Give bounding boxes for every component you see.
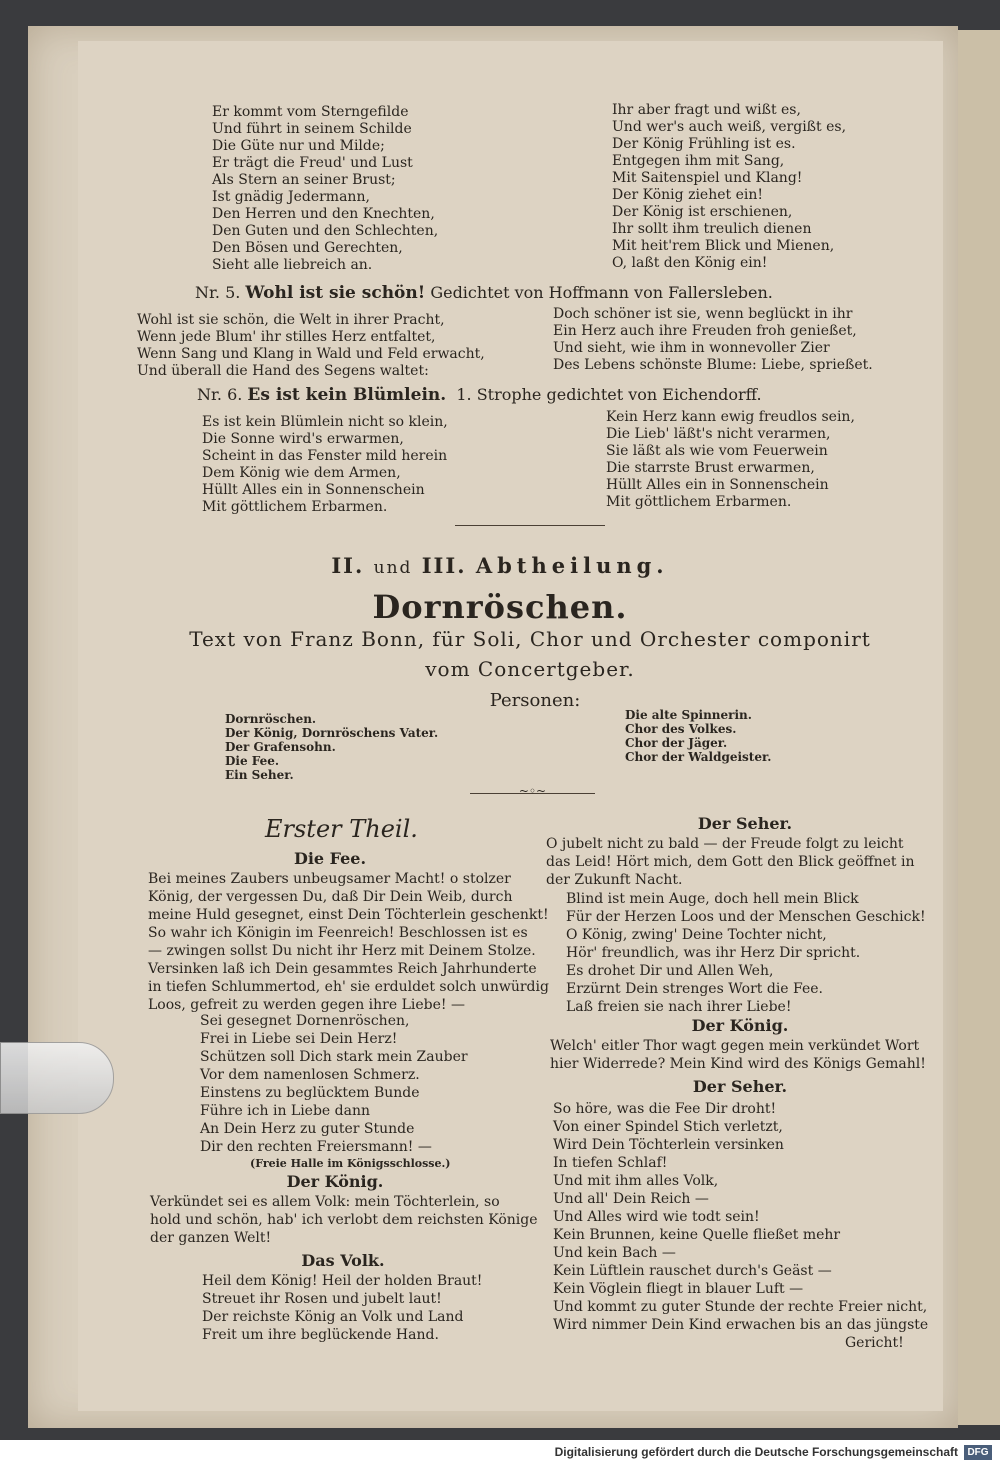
heading-roman-ii: II.	[331, 553, 365, 578]
role-item: Chor der Jäger.	[625, 736, 728, 750]
verse-line: Mit göttlichem Erbarmen.	[606, 494, 792, 510]
verse-line: Dir den rechten Freiersmann! —	[200, 1139, 432, 1155]
prose-line: in tiefen Schlummertod, eh' sie erduldet solch unwürdig	[148, 979, 549, 995]
verse-line: Wenn Sang und Klang in Wald und Feld erwacht,	[137, 346, 485, 362]
verse-line: Und wer's auch weiß, vergißt es,	[612, 119, 847, 135]
koenig-prose-left	[150, 1193, 538, 1247]
verse-line: Ein Herz auch ihre Freuden froh genießet,	[553, 323, 857, 339]
verse-line: Dem König wie dem Armen,	[202, 465, 401, 481]
verse-line: Den Bösen und Gerechten,	[212, 240, 403, 256]
verse-line: Wird nimmer Dein Kind erwachen bis an das jüngste	[553, 1317, 929, 1333]
verse-line: An Dein Herz zu guter Stunde	[200, 1121, 415, 1137]
verse-line: Die Sonne wird's erwarmen,	[202, 431, 404, 447]
verse-line: Hüllt Alles ein in Sonnenschein	[202, 482, 425, 498]
verse-line: Und kommt zu guter Stunde der rechte Freier nicht,	[553, 1299, 928, 1315]
verse-line: Einstens zu beglücktem Bunde	[200, 1085, 420, 1101]
role-item: Chor der Waldgeister.	[625, 750, 772, 764]
verse-line: Blind ist mein Auge, doch hell mein Blick	[566, 891, 859, 907]
prose-line: König, der vergessen Du, daß Dir Dein Weib, durch	[148, 889, 513, 905]
speaker-fee: Die Fee.	[293, 849, 367, 868]
verse-line: Und kein Bach —	[553, 1245, 676, 1261]
prose-line: hier Widerrede? Mein Kind wird des Königs Gemahl!	[550, 1056, 926, 1072]
verse-line: Von einer Spindel Stich verletzt,	[553, 1119, 783, 1135]
prose-line: der ganzen Welt!	[150, 1230, 272, 1246]
ornament-icon: ~◦~	[518, 784, 547, 798]
prose-line: der Zukunft Nacht.	[546, 872, 683, 888]
nr5-number: Nr. 5.	[195, 283, 241, 302]
work-title: Dornröschen.	[372, 588, 628, 626]
verse-line: Und führt in seinem Schilde	[212, 121, 412, 137]
verse-line: Sieht alle liebreich an.	[212, 257, 373, 273]
verse-line: Gericht!	[845, 1335, 904, 1351]
verse-line: Kein Vöglein fliegt in blauer Luft —	[553, 1281, 804, 1297]
heading-und: und	[373, 558, 413, 578]
verse-line: Wird Dein Töchterlein versinken	[553, 1137, 784, 1153]
verse-line: Und mit ihm alles Volk,	[553, 1173, 719, 1189]
verse-line: So höre, was die Fee Dir droht!	[553, 1101, 777, 1117]
verse-line: Mit göttlichem Erbarmen.	[202, 499, 388, 515]
role-item: Der König, Dornröschens Vater.	[225, 726, 439, 740]
verse-line: Vor dem namenlosen Schmerz.	[200, 1067, 420, 1083]
verse-line: Es drohet Dir und Allen Weh,	[566, 963, 774, 979]
verse-line: Heil dem König! Heil der holden Braut!	[202, 1273, 483, 1289]
verse-line: Für der Herzen Loos und der Menschen Geschick!	[566, 909, 926, 925]
prose-line: Welch' eitler Thor wagt gegen mein verkündet Wort	[550, 1038, 920, 1054]
verse-line: Der König Frühling ist es.	[612, 136, 796, 152]
verse-line: Und sieht, wie ihm in wonnevoller Zier	[553, 340, 830, 356]
verse-line: Laß freien sie nach ihrer Liebe!	[566, 999, 792, 1015]
verse-line: Frei in Liebe sei Dein Herz!	[200, 1031, 398, 1047]
verse-line: Ihr sollt ihm treulich dienen	[612, 221, 812, 237]
prose-line: das Leid! Hört mich, dem Gott den Blick geöffnet in	[546, 854, 915, 870]
verse-line: Der reichste König an Volk und Land	[202, 1309, 464, 1325]
verse-line: Den Herren und den Knechten,	[212, 206, 435, 222]
verse-line: Scheint in das Fenster mild herein	[202, 448, 448, 464]
verse-line: Streuet ihr Rosen und jubelt laut!	[202, 1291, 442, 1307]
role-item: Die alte Spinnerin.	[625, 708, 752, 722]
verse-line: Mit heit'rem Blick und Mienen,	[612, 238, 835, 254]
verse-line: Mit Saitenspiel und Klang!	[612, 170, 803, 186]
prose-line: Versinken laß ich Dein gesammtes Reich Jahrhunderte	[148, 961, 537, 977]
verse-line: Er kommt vom Sterngefilde	[212, 104, 409, 120]
role-item: Chor des Volkes.	[625, 722, 737, 736]
footer-credit: Digitalisierung gefördert durch die Deutsche Forschungsgemeinschaft	[554, 1445, 958, 1459]
fee-prose	[148, 870, 549, 1014]
verse-line: Die Güte nur und Milde;	[212, 138, 385, 154]
nr6-left-verse	[202, 414, 448, 516]
speaker-seher: Der Seher.	[697, 814, 793, 833]
heading-roman-iii: III.	[421, 553, 467, 578]
nr5-title: Wohl ist sie schön!	[245, 283, 426, 303]
part-title: Erster Theil.	[265, 815, 418, 843]
fee-verse	[200, 1012, 468, 1156]
verse-line: Der König ist erschienen,	[612, 204, 793, 220]
verse-line: Kein Lüftlein rauschet durch's Geäst —	[553, 1263, 832, 1279]
seher-prose	[546, 835, 914, 889]
verse-line: Kein Herz kann ewig freudlos sein,	[606, 409, 855, 425]
dfg-logo-icon: DFG	[964, 1445, 992, 1460]
role-item: Dornröschen.	[225, 712, 317, 726]
verse-line: Ihr aber fragt und wißt es,	[612, 102, 801, 118]
prose-line: O jubelt nicht zu bald — der Freude folgt zu leicht	[546, 836, 904, 852]
verse-line: Und überall die Hand des Segens waltet:	[137, 363, 429, 379]
role-item: Ein Seher.	[225, 768, 294, 782]
nr5-right-verse	[553, 306, 873, 374]
footer-bar	[0, 1440, 1000, 1467]
verse-line: Freit um ihre beglückende Hand.	[202, 1327, 439, 1343]
seher2-verse	[553, 1100, 928, 1352]
verse-line: Und all' Dein Reich —	[553, 1191, 709, 1207]
verse-line: In tiefen Schlaf!	[553, 1155, 668, 1171]
verse-line: Die starrste Brust erwarmen,	[606, 460, 815, 476]
nr6-right-verse	[606, 409, 855, 511]
verse-line: Wohl ist sie schön, die Welt in ihrer Pracht,	[137, 312, 445, 328]
verse-line: Ist gnädig Jedermann,	[212, 189, 370, 205]
verse-line: Kein Brunnen, keine Quelle fließet mehr	[553, 1227, 841, 1243]
nr6-number: Nr. 6.	[197, 385, 243, 404]
verse-line: Führe ich in Liebe dann	[200, 1103, 371, 1119]
verse-line: Er trägt die Freud' und Lust	[212, 155, 413, 171]
speaker-volk: Das Volk.	[301, 1251, 385, 1270]
verse-line: Sei gesegnet Dornenröschen,	[200, 1013, 410, 1029]
prose-line: — zwingen sollst Du nicht ihr Herz mit Deinem Stolze.	[148, 943, 536, 959]
nr6-heading	[197, 385, 762, 405]
verse-line: Es ist kein Blümlein nicht so klein,	[202, 414, 448, 430]
prose-line: meine Huld gesegnet, einst Dein Töchterlein geschenkt!	[148, 907, 549, 923]
verse-line: Und Alles wird wie todt sein!	[553, 1209, 760, 1225]
nr6-credit: 1. Strophe gedichtet von Eichendorff.	[456, 385, 762, 404]
prose-line: So wahr ich Königin im Feenreich! Beschlossen ist es	[148, 925, 528, 941]
role-item: Der Grafensohn.	[225, 740, 336, 754]
nr5-credit: Gedichtet von Hoffmann von Fallersleben.	[430, 283, 773, 302]
poem-top-right	[612, 102, 846, 272]
speaker-koenig-left: Der König.	[286, 1172, 384, 1191]
prose-line: hold und schön, hab' ich verlobt dem reichsten Könige	[150, 1212, 538, 1228]
speaker-seher-2: Der Seher.	[692, 1077, 788, 1096]
verse-line: Des Lebens schönste Blume: Liebe, sprießet.	[553, 357, 873, 373]
verse-line: Wenn jede Blum' ihr stilles Herz entfaltet,	[137, 329, 436, 345]
roles-left	[225, 712, 438, 782]
verse-line: O König, zwing' Deine Tochter nicht,	[566, 927, 827, 943]
work-subtitle: Text von Franz Bonn, für Soli, Chor und Orchester componirt vom Concertgeber.	[189, 627, 871, 681]
volk-verse	[202, 1272, 482, 1344]
speaker-koenig-right: Der König.	[691, 1016, 789, 1035]
koenig-prose-right	[550, 1037, 926, 1073]
verse-line: Entgegen ihm mit Sang,	[612, 153, 785, 169]
verse-line: O, laßt den König ein!	[612, 255, 768, 271]
verse-line: Sie läßt als wie vom Feuerwein	[606, 443, 828, 459]
nr6-title: Es ist kein Blümlein.	[247, 385, 447, 405]
verse-line: Erzürnt Dein strenges Wort die Fee.	[566, 981, 824, 997]
paper-clip	[0, 1042, 114, 1114]
roles-right	[625, 708, 771, 764]
prose-line: Verkündet sei es allem Volk: mein Töchterlein, so	[150, 1194, 500, 1210]
verse-line: Hüllt Alles ein in Sonnenschein	[606, 477, 829, 493]
nr5-left-verse	[137, 312, 485, 380]
verse-line: Hör' freundlich, was ihr Herz Dir spricht.	[566, 945, 861, 961]
prose-line: Loos, gefreit zu werden gegen ihre Liebe! —	[148, 997, 465, 1013]
verse-line: Den Guten und den Schlechten,	[212, 223, 439, 239]
nr5-heading	[195, 283, 773, 303]
stage-direction: (Freie Halle im Königsschlosse.)	[250, 1157, 451, 1170]
verse-line: Der König ziehet ein!	[612, 187, 763, 203]
section-divider	[455, 525, 605, 526]
personen-heading: Personen:	[489, 690, 581, 711]
verse-line: Die Lieb' läßt's nicht verarmen,	[606, 426, 831, 442]
poem-top-left	[212, 104, 438, 274]
verse-line: Als Stern an seiner Brust;	[212, 172, 396, 188]
prose-line: Bei meines Zaubers unbeugsamer Macht! o stolzer	[148, 871, 511, 887]
heading-abtheilung: Abtheilung.	[475, 553, 669, 578]
seher-verse	[566, 890, 926, 1016]
role-item: Die Fee.	[225, 754, 280, 768]
verse-line: Doch schöner ist sie, wenn beglückt in ihr	[553, 306, 853, 322]
section-heading	[0, 553, 1000, 578]
verse-line: Schützen soll Dich stark mein Zauber	[200, 1049, 468, 1065]
